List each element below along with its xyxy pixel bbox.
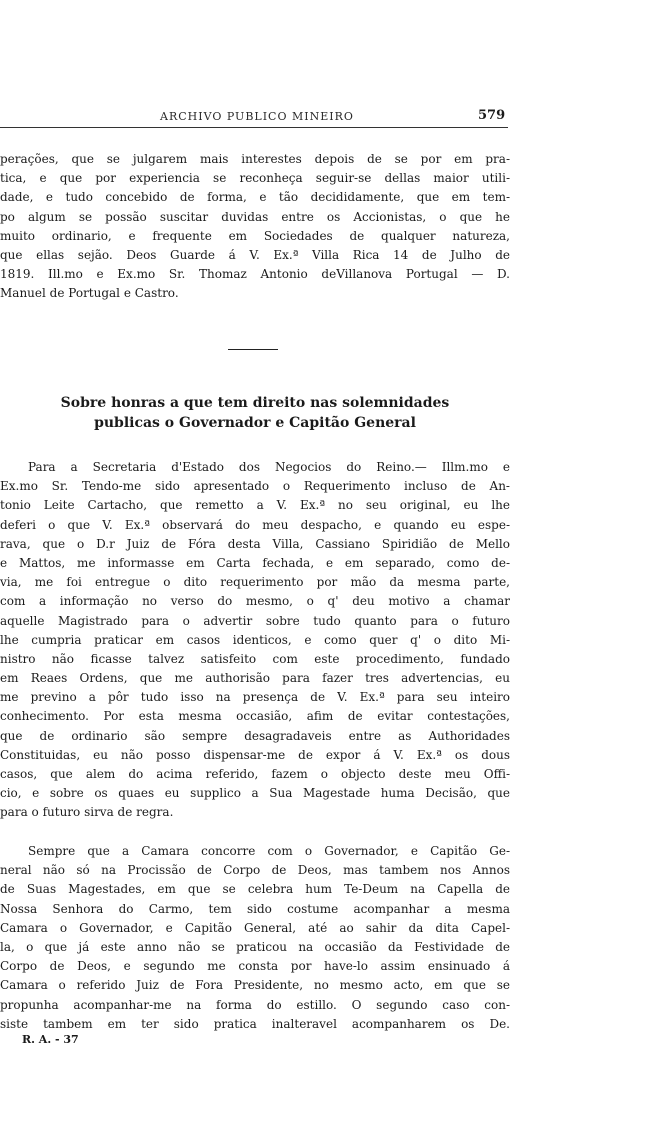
text-line: rava, que o D.r Juiz de Fóra desta Villa, Cassiano Spiridião de Mello xyxy=(0,536,510,551)
text-line: deferi o que V. Ex.ª observará do meu despacho, e quando eu espe- xyxy=(0,517,510,532)
text-line: Nossa Senhora do Carmo, tem sido costume acompanhar a mesma xyxy=(0,901,510,916)
text-line: neral não só na Procissão de Corpo de Deos, mas tambem nos Annos xyxy=(0,863,510,878)
paragraph-3 xyxy=(0,842,510,1034)
text-line: que ellas sejão. Deos Guarde á V. Ex.ª Villa Rica 14 de Julho de xyxy=(0,247,510,262)
text-line: casos, que alem do acima referido, fazem o objecto deste meu Offi- xyxy=(0,767,510,781)
text-line: em Reaes Ordens, que me authorisão para fazer tres advertencias, eu xyxy=(0,671,510,686)
text-line: po algum se possão suscitar duvidas entre os Accionistas, o que he xyxy=(0,209,510,224)
text-line: de Suas Magestades, em que se celebra hum Te-Deum na Capella de xyxy=(0,882,510,897)
text-line: via, me foi entregue o dito requerimento por mão da mesma parte, xyxy=(0,575,510,590)
text-line: Sempre que a Camara concorre com o Governador, e Capitão Ge- xyxy=(28,844,510,858)
text-line: que de ordinario são sempre desagradaveis entre as Authoridades xyxy=(0,728,510,743)
text-line: la, o que já este anno não se praticou na occasião da Festividade de xyxy=(0,939,510,954)
section-divider xyxy=(228,349,278,350)
text-line: dade, e tudo concebido de forma, e tão decididamente, que em tem- xyxy=(0,190,510,205)
section-title-line-1: Sobre honras a que tem direito nas solemnidades xyxy=(60,395,450,411)
header-rule xyxy=(0,127,508,128)
text-line: com a informação no verso do mesmo, o q' deu motivo a chamar xyxy=(0,594,510,609)
text-line: para o futuro sirva de regra. xyxy=(0,805,174,820)
text-line: tonio Leite Cartacho, que remetto a V. Ex.ª no seu original, eu lhe xyxy=(0,498,510,513)
text-line: 1819. Ill.mo e Ex.mo Sr. Thomaz Antonio deVillanova Portugal — D. xyxy=(0,267,510,282)
text-line: Para a Secretaria d'Estado dos Negocios do Reino.— Illm.mo e xyxy=(28,460,510,474)
text-line: tica, e que por experiencia se reconheça seguir-se dellas maior utili- xyxy=(0,171,510,186)
text-line: me previno a pôr tudo isso na presença de V. Ex.ª para seu inteiro xyxy=(0,690,510,705)
page-number: 579 xyxy=(478,108,506,123)
text-line: muito ordinario, e frequente em Sociedades de qualquer natureza, xyxy=(0,228,510,243)
paragraph-1 xyxy=(0,150,510,304)
text-line: propunha acompanhar-me na forma do estillo. O segundo caso con- xyxy=(0,997,510,1012)
text-line: nistro não ficasse talvez satisfeito com este procedimento, fundado xyxy=(0,651,510,666)
text-line: siste tambem em ter sido pratica inalteravel acompanharem os De. xyxy=(0,1016,510,1031)
section-title-line-2: publicas o Governador e Capitão General xyxy=(94,415,416,431)
text-line: Constituidas, eu não posso dispensar-me de expor á V. Ex.ª os dous xyxy=(0,747,510,762)
section-title xyxy=(0,393,510,433)
text-line: aquelle Magistrado para o advertir sobre tudo quanto para o futuro xyxy=(0,613,510,628)
text-line: Camara o Governador, e Capitão General, até ao sahir da dita Capel- xyxy=(0,920,510,935)
text-line: Camara o referido Juiz de Fora Presidente, no mesmo acto, em que se xyxy=(0,978,510,993)
text-line: conhecimento. Por esta mesma occasião, afim de evitar contestações, xyxy=(0,709,510,724)
text-line: Corpo de Deos, e segundo me consta por have-lo assim ensinuado á xyxy=(0,959,510,974)
text-line: perações, que se julgarem mais interestes depois de se por em pra- xyxy=(0,152,510,166)
text-line: Manuel de Portugal e Castro. xyxy=(0,286,179,301)
running-title: ARCHIVO PUBLICO MINEIRO xyxy=(160,110,354,123)
paragraph-2 xyxy=(0,458,510,823)
text-line: Ex.mo Sr. Tendo-me sido apresentado o Requerimento incluso de An- xyxy=(0,479,510,494)
text-line: cio, e sobre os quaes eu supplico a Sua Magestade huma Decisão, que xyxy=(0,786,510,801)
footer-signature: R. A. - 37 xyxy=(22,1033,79,1046)
text-line: lhe cumpria praticar em casos identicos, e como quer q' o dito Mi- xyxy=(0,632,510,647)
text-line: e Mattos, me informasse em Carta fechada, e em separado, como de- xyxy=(0,555,510,570)
